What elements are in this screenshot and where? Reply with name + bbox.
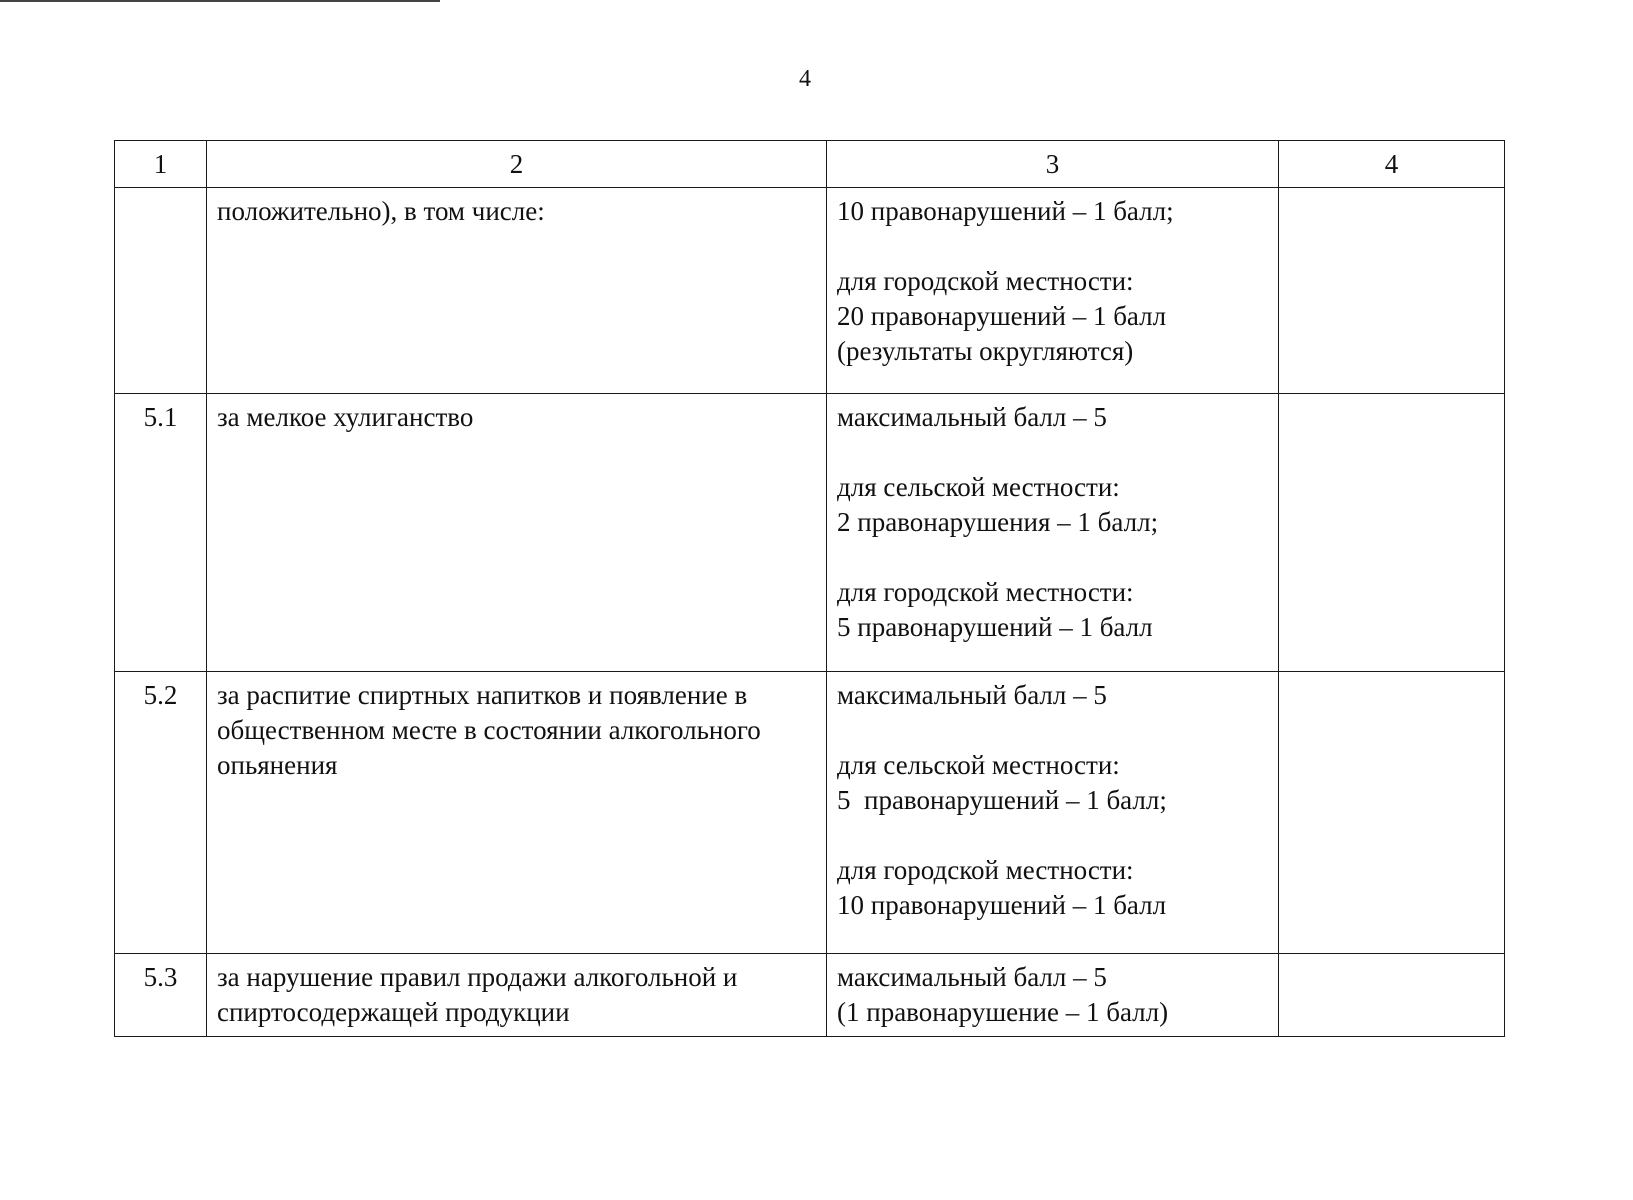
table-row (115, 954, 1505, 1037)
table-header-row (115, 141, 1505, 188)
table-row (115, 188, 1505, 394)
criteria-line: максимальный балл – 5 (837, 962, 1107, 992)
row-col4-cell (1279, 394, 1505, 672)
criteria-line: 5 правонарушений – 1 балл; (837, 785, 1167, 815)
criteria-table (114, 140, 1505, 1037)
row-number-cell: 5.3 (115, 954, 207, 1037)
criteria-line: для городской местности: (837, 266, 1134, 296)
criteria-line: 5 правонарушений – 1 балл (837, 612, 1153, 642)
criteria-spacer (837, 818, 1268, 853)
criteria-line: 10 правонарушений – 1 балл; (837, 196, 1174, 226)
criteria-line: для городской местности: (837, 577, 1134, 607)
row-description-cell: за распитие спиртных напитков и появление в общественном месте в состоянии алкогольного опьянения (207, 672, 827, 954)
criteria-line: 20 правонарушений – 1 балл (837, 301, 1167, 331)
header-cell-col1: 1 (115, 141, 207, 188)
criteria-line: 10 правонарушений – 1 балл (837, 890, 1167, 920)
row-criteria-cell (827, 672, 1279, 954)
header-cell-col2: 2 (207, 141, 827, 188)
row-col4-cell (1279, 954, 1505, 1037)
criteria-line: для сельской местности: (837, 750, 1120, 780)
criteria-line: 2 правонарушения – 1 балл; (837, 507, 1159, 537)
row-criteria-cell (827, 188, 1279, 394)
criteria-spacer (837, 435, 1268, 470)
criteria-spacer (837, 713, 1268, 748)
page-number: 4 (799, 66, 811, 92)
row-col4-cell (1279, 188, 1505, 394)
header-cell-col3: 3 (827, 141, 1279, 188)
criteria-spacer (837, 229, 1268, 264)
row-description-cell: за нарушение правил продажи алкогольной и спиртосодержащей продукции (207, 954, 827, 1037)
row-number-cell: 5.1 (115, 394, 207, 672)
row-number-cell: 5.2 (115, 672, 207, 954)
criteria-line: для городской местности: (837, 855, 1134, 885)
table-row (115, 394, 1505, 672)
row-description-cell: положительно), в том числе: (207, 188, 827, 394)
row-criteria-cell (827, 954, 1279, 1037)
criteria-line: максимальный балл – 5 (837, 680, 1107, 710)
scan-edge-line (0, 0, 440, 2)
criteria-line: для сельской местности: (837, 472, 1120, 502)
row-description-cell: за мелкое хулиганство (207, 394, 827, 672)
criteria-line: максимальный балл – 5 (837, 402, 1107, 432)
row-number-cell (115, 188, 207, 394)
header-cell-col4: 4 (1279, 141, 1505, 188)
criteria-line: (результаты округляются) (837, 336, 1134, 366)
row-criteria-cell (827, 394, 1279, 672)
table-row (115, 672, 1505, 954)
criteria-line: (1 правонарушение – 1 балл) (837, 997, 1169, 1027)
row-col4-cell (1279, 672, 1505, 954)
criteria-spacer (837, 540, 1268, 575)
